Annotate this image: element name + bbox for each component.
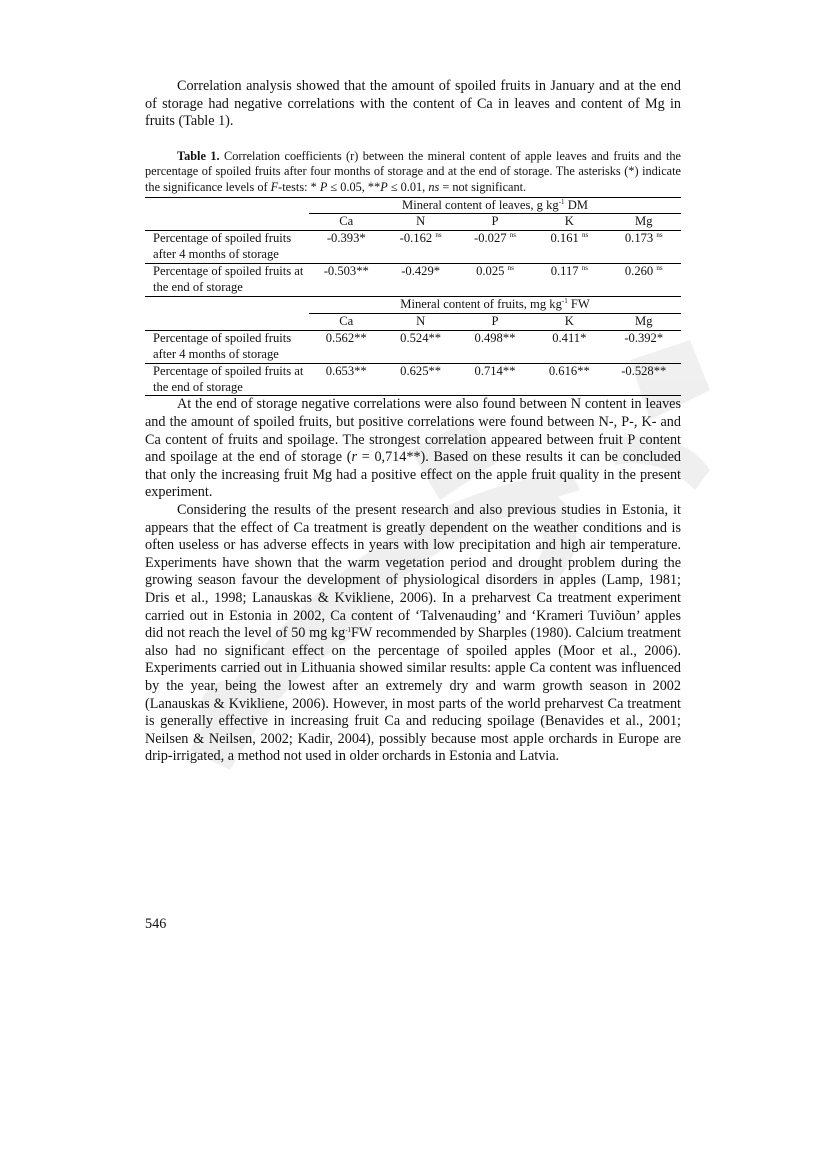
leaves-group-header xyxy=(309,197,681,214)
cell-value: -0.429* xyxy=(401,264,441,279)
table-cell xyxy=(607,264,682,297)
header-sup: -1 xyxy=(561,297,568,305)
caption-f: F xyxy=(270,179,279,194)
table-cell xyxy=(532,330,606,363)
cell-value: -0.162 xyxy=(399,231,433,246)
table-cell xyxy=(458,330,532,363)
significance-mark: ns xyxy=(507,264,514,273)
caption-text: Correlation coefficients (r) between the mineral content of apple leaves and fruits and the percentage of spoiled fruits after four months of storage and at the end of storage. The asterisks (*) indicate the significance levels of xyxy=(145,148,681,194)
header-text: Mineral content of fruits, mg kg xyxy=(400,297,562,311)
para2-r: r xyxy=(351,449,357,466)
paragraph-3 xyxy=(145,502,681,766)
significance-mark: ns xyxy=(435,231,442,240)
column-header: N xyxy=(416,313,426,328)
caption-p: P xyxy=(380,179,388,194)
table-caption xyxy=(145,149,681,196)
page-number: 546 xyxy=(145,916,167,932)
page-content xyxy=(145,78,681,766)
column-header: N xyxy=(416,214,426,229)
cell-value: 0.498** xyxy=(474,330,516,345)
cell-value: -0.528** xyxy=(621,363,667,378)
caption-text: ≤ 0.05, ** xyxy=(327,179,381,194)
table-cell xyxy=(458,264,532,297)
table-cell xyxy=(607,363,682,396)
table-row xyxy=(145,231,681,264)
leaves-section xyxy=(145,197,681,296)
table-row xyxy=(145,363,681,396)
caption-p: P xyxy=(319,179,328,194)
fruits-section xyxy=(145,297,681,396)
column-header: Mg xyxy=(635,313,653,328)
significance-mark: ns xyxy=(509,231,516,240)
table-cell xyxy=(309,363,383,396)
column-header: Ca xyxy=(339,214,354,229)
column-header: K xyxy=(564,313,574,328)
header-text: Mineral content of leaves, g kg xyxy=(402,197,559,212)
para2-text: At the end of storage negative correlations were also found between N content in leaves and the amount of spoiled fruits, but positive correlations were found between N-, P-, K- and Ca content of fruits and spoilage. The strongest correlation appeared between fruit P content and spoilage at the end of storage ( xyxy=(145,396,681,466)
table-cell xyxy=(458,231,532,264)
cell-value: 0.173 xyxy=(624,231,654,246)
table-cell xyxy=(383,264,457,297)
table-cell xyxy=(309,264,383,297)
caption-ns: ns xyxy=(428,179,440,194)
cell-value: -0.393* xyxy=(326,231,366,246)
table-cell xyxy=(383,363,457,396)
cell-value: 0.653** xyxy=(325,363,367,378)
cell-value: 0.260 xyxy=(624,264,654,279)
table-row xyxy=(145,330,681,363)
cell-value: -0.392* xyxy=(624,330,664,345)
header-sup: -1 xyxy=(558,197,565,206)
column-header: Mg xyxy=(635,214,653,229)
cell-value: 0.161 xyxy=(550,231,579,246)
table-cell xyxy=(458,363,532,396)
column-header: Ca xyxy=(339,313,354,328)
para3-text: Considering the results of the present research and also previous studies in Estonia, it appears that the effect of Ca treatment is greatly dependent on the weather conditions and is often useless or has adverse effects in years with low precipitation and high air temperature. Experiments have shown that the warm vegetation period and drought problem during the growing season favour the development of physiological disorders in apples (Lamp, 1981; Dris et al., 1998; Lanauskas & Kvikliene, 2006). In a preharvest Ca treatment experiment carried out in Estonia in 2002, Ca content of ‘Talvenauding’ and ‘Krameri Tuviõun’ apples did not reach the level of 50 mg kg xyxy=(145,502,681,642)
correlation-table xyxy=(145,197,681,397)
cell-value: 0.411* xyxy=(552,330,587,345)
cell-value: -0.503** xyxy=(323,264,369,279)
table-cell xyxy=(532,363,606,396)
para3-sup: -1 xyxy=(345,626,352,635)
significance-mark: ns xyxy=(581,231,589,240)
para2-text: = 0,714**). Based on these results it can be concluded that only the increasing fruit Mg had a positive effect on the apple fruit quality in the present experiment. xyxy=(145,449,681,501)
row-label: Percentage of spoiled fruits at the end of storage xyxy=(153,363,304,394)
column-header: P xyxy=(491,313,499,328)
cell-value: 0.117 xyxy=(550,264,579,279)
table-cell xyxy=(607,231,682,264)
table-row xyxy=(145,264,681,297)
cell-value: 0.524** xyxy=(400,330,442,345)
row-label: Percentage of spoiled fruits after 4 months of storage xyxy=(153,231,292,262)
column-header: P xyxy=(491,214,499,229)
table-cell xyxy=(383,330,457,363)
paragraph-2 xyxy=(145,396,681,502)
table-cell xyxy=(309,231,383,264)
caption-text: ≤ 0.01, xyxy=(387,179,429,194)
caption-label: Table 1. xyxy=(177,148,220,163)
cell-value: 0.714** xyxy=(474,363,516,378)
fruits-group-header xyxy=(309,297,681,314)
intro-paragraph: Correlation analysis showed that the amount of spoiled fruits in January and at the end of storage had negative correlations with the content of Ca in leaves and content of Mg in fruits (Table 1). xyxy=(145,78,681,130)
column-header: K xyxy=(564,214,574,229)
table-cell xyxy=(309,330,383,363)
cell-value: 0.562** xyxy=(325,330,367,345)
table-cell xyxy=(607,330,682,363)
row-label: Percentage of spoiled fruits at the end of storage xyxy=(153,264,304,295)
fruits-column-header-row xyxy=(145,313,681,330)
significance-mark: ns xyxy=(656,231,663,240)
row-label: Percentage of spoiled fruits after 4 months of storage xyxy=(153,330,292,361)
significance-mark: ns xyxy=(581,264,588,273)
cell-value: -0.027 xyxy=(474,231,507,246)
caption-text: = not significant. xyxy=(439,179,527,194)
significance-mark: ns xyxy=(656,264,663,273)
cell-value: 0.025 xyxy=(476,264,505,279)
table-cell xyxy=(532,264,606,297)
para3-text: FW recommended by Sharples (1980). Calcium treatment also had no significant effect on the percentage of spoiled apples (Moor et al., 2006). Experiments carried out in Lithuania showed similar results: apple Ca content was influenced by the year, being the lowest after an extremely dry and warm growth season in 2002 (Lanauskas & Kvikliene, 2006). However, in most parts of the world preharvest Ca treatment is generally effective in increasing fruit Ca and reducing spoilage (Benavides et al., 2001; Neilsen & Neilsen, 2002; Kadir, 2004), possibly because most apple orchards in Europe are drip-irrigated, a method not used in older orchards in Estonia and Latvia. xyxy=(145,625,681,765)
leaves-column-header-row xyxy=(145,214,681,231)
cell-value: 0.625** xyxy=(400,363,442,378)
table-cell xyxy=(532,231,606,264)
table-cell xyxy=(383,231,457,264)
header-unit: FW xyxy=(567,297,590,311)
header-unit: DM xyxy=(564,197,588,212)
caption-text: -tests: * xyxy=(278,179,320,194)
cell-value: 0.616** xyxy=(548,363,590,378)
